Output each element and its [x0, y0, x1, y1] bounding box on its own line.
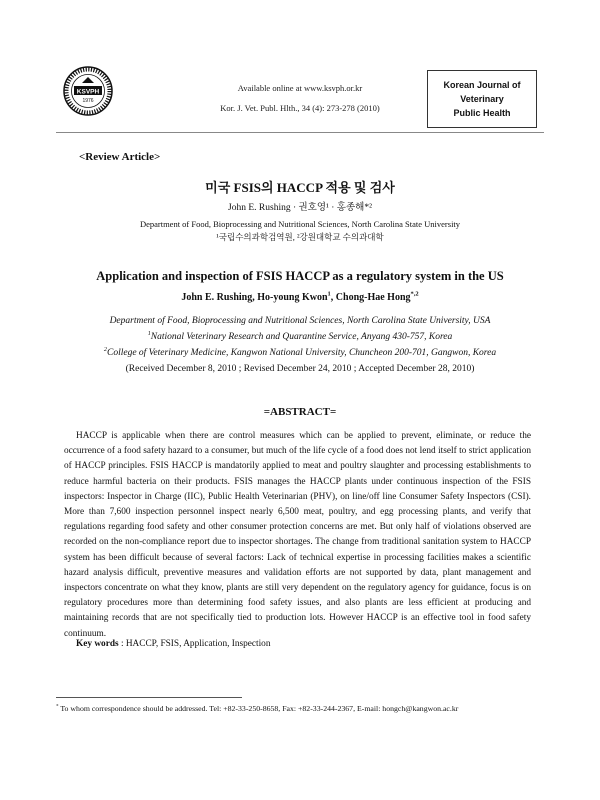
authors-mid: , Chong-Hae Hong — [330, 292, 411, 303]
citation-text: Kor. J. Vet. Publ. Hlth., 34 (4): 273-278 (2010) — [220, 102, 380, 113]
article-type-label: <Review Article> — [79, 151, 161, 163]
svg-text:1976: 1976 — [82, 98, 94, 104]
svg-text:KSVPH: KSVPH — [76, 88, 100, 96]
journal-name-box — [427, 70, 537, 128]
korean-title: 미국 FSIS의 HACCP 적용 및 검사 — [205, 180, 395, 195]
affiliation-3-sup: 2 — [103, 346, 107, 353]
keywords-label: Key words — [76, 639, 119, 649]
korean-authors: John E. Rushing · 권호영¹ · 홍종해*² — [228, 203, 372, 213]
english-affiliation-1: Department of Food, Bioprocessing and Nutritional Sciences, North Carolina State University, USA — [109, 316, 491, 326]
footnote-marker: * — [56, 703, 59, 710]
society-logo-seal — [63, 66, 113, 116]
keywords-value: : HACCP, FSIS, Application, Inspection — [120, 639, 271, 649]
english-title: Application and inspection of FSIS HACCP as a regulatory system in the US — [96, 269, 504, 283]
correspondence-footnote — [56, 704, 556, 713]
abstract-heading: =ABSTRACT= — [263, 406, 337, 418]
received-dates: (Received December 8, 2010 ; Revised December 24, 2010 ; Accepted December 28, 2010) — [125, 364, 475, 374]
journal-header-info — [150, 84, 450, 112]
footnote-text: To whom correspondence should be addressed. Tel: +82-33-250-8658, Fax: +82-33-244-2367, E-mail: hongch@kangwon.ac.kr — [60, 704, 459, 713]
available-online-text: Available online at www.ksvph.or.kr — [237, 83, 363, 93]
affiliation-2-text: National Veterinary Research and Quarantine Service, Anyang 430-757, Korea — [150, 332, 453, 342]
journal-name-line-3: Public Health — [453, 108, 511, 118]
affiliation-3-text: College of Veterinary Medicine, Kangwon National University, Chuncheon 200-701, Gangwon, Korea — [106, 348, 497, 358]
keywords — [76, 639, 270, 649]
abstract-body: HACCP is applicable when there are control measures which can be applied to prevent, eliminate, or reduce the occurrence of a food safety hazard to a consumer, but much of the life cycle of a food does not lend itself to strict application of HACCP principles. FSIS HACCP is mandatorily applied to meat and poultry slaughter and processing establishments to reduce harmful bacteria on their products. FSIS manages the HACCP plants under continuous inspection of the FSIS inspectors: Inspector in Charge (IIC), Public Health Veterinarian (PHV), on line/off line Consumer Safety Inspectors (CSI). More than 7,600 inspection personnel inspect nearly 6,500 meat, poultry, and egg processing plants, and verify that regulations regarding food safety and other consumer protection concerns are met. But only half of violations observed are recorded on the non-compliance report due to inspector shortages. The change from traditional sanitation system to HACCP system has been difficult because of several factors: Lack of technical expertise in processing facilities makes a scientific hazard analysis difficult, preventive measures and validation efforts are not supported by data, plant management and inspectors concentrate on what they know, plants are still very dependent on the regulatory agency for guidance, focus is on regulatory procedures more than determining food safety issues, and also plants are less efficient at producing and maintaining records that are not specifically tied to production lots. However HACCP is an effective tool in food safety continuum. — [64, 431, 531, 639]
journal-name-line-1: Korean Journal of — [443, 80, 521, 90]
header-divider — [56, 132, 544, 133]
author-sup-2: *,2 — [410, 290, 419, 298]
english-authors — [0, 292, 600, 303]
affiliation-2-sup: 1 — [147, 330, 151, 337]
english-affiliation-2 — [0, 332, 600, 342]
korean-affiliation-1: Department of Food, Bioprocessing and Nutritional Sciences, North Carolina State University — [139, 219, 461, 229]
korean-affiliation-2: ¹국립수의과학검역원, ²강원대학교 수의과대학 — [216, 232, 384, 242]
footnote-divider — [56, 697, 242, 698]
authors-main: John E. Rushing, Ho-young Kwon — [181, 292, 328, 303]
journal-name-line-2: Veterinary — [460, 94, 504, 104]
author-sup-1: 1 — [327, 290, 331, 298]
english-affiliation-3 — [0, 348, 600, 358]
